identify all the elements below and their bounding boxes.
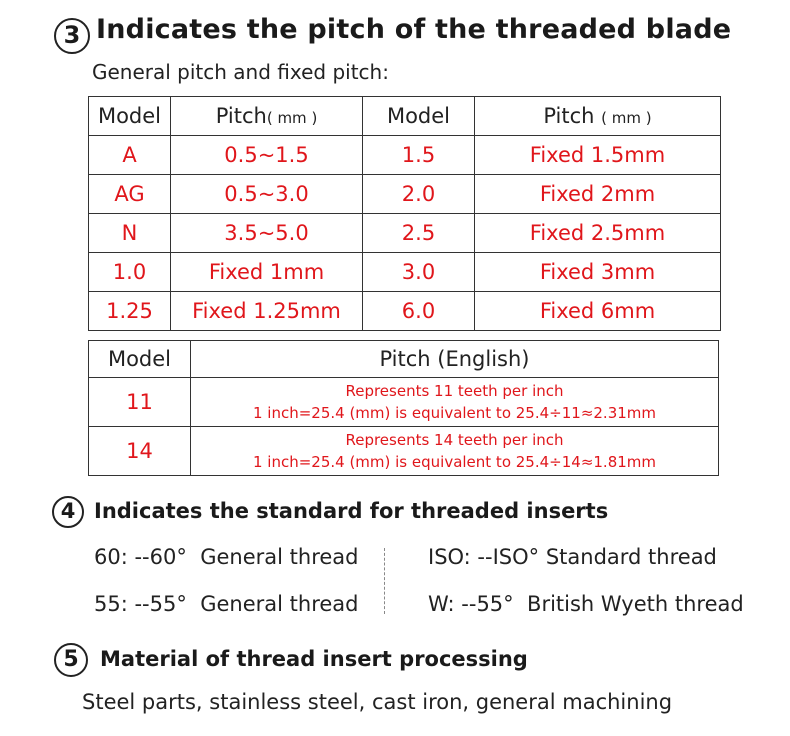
header-pitch: Pitch ( mm ): [475, 97, 721, 136]
header-model: Model: [89, 97, 171, 136]
pitch-cell: 3.5~5.0: [171, 214, 363, 253]
pitch-cell: Fixed 1mm: [171, 253, 363, 292]
model-cell: 1.5: [363, 136, 475, 175]
table-row: [89, 378, 719, 427]
model-cell: N: [89, 214, 171, 253]
teeth-per-inch: Represents 11 teeth per inch: [345, 382, 564, 400]
english-table-header: [89, 341, 719, 378]
conversion-note: 1 inch=25.4 (mm) is equivalent to 25.4÷14≈1.81mm: [252, 453, 657, 471]
section-4-number: 4: [52, 496, 84, 528]
column-divider: [384, 548, 385, 614]
model-cell: 2.0: [363, 175, 475, 214]
standard-description: General thread: [200, 545, 359, 569]
model-cell: AG: [89, 175, 171, 214]
section-3-subtitle: General pitch and fixed pitch:: [92, 60, 389, 84]
pitch-cell: 0.5~3.0: [171, 175, 363, 214]
model-cell: 1.25: [89, 292, 171, 331]
header-model: Model: [363, 97, 475, 136]
conversion-note: 1 inch=25.4 (mm) is equivalent to 25.4÷11≈2.31mm: [252, 404, 657, 422]
standard-description: General thread: [200, 592, 359, 616]
standard-description: Standard thread: [545, 545, 717, 569]
pitch-cell: 0.5~1.5: [171, 136, 363, 175]
model-cell: 6.0: [363, 292, 475, 331]
pitch-cell: Fixed 2.5mm: [475, 214, 721, 253]
pitch-cell: Fixed 3mm: [475, 253, 721, 292]
pitch-table: [88, 96, 721, 331]
standard-iso: [428, 545, 717, 569]
pitch-description-cell: [191, 378, 719, 427]
section-3-number: 3: [54, 18, 90, 54]
model-cell: 1.0: [89, 253, 171, 292]
model-cell: 14: [89, 427, 191, 476]
standard-w: [428, 592, 744, 616]
standard-55: [94, 592, 359, 616]
table-row: [89, 175, 721, 214]
section-5-number: 5: [54, 643, 88, 677]
standard-60: [94, 545, 359, 569]
model-cell: 3.0: [363, 253, 475, 292]
section-5-title: Material of thread insert processing: [100, 647, 528, 671]
standard-code: 55: --55°: [94, 592, 187, 616]
section-5-body: Steel parts, stainless steel, cast iron, general machining: [82, 690, 673, 714]
standard-code: ISO: --ISO°: [428, 545, 540, 569]
standard-description: British Wyeth thread: [527, 592, 744, 616]
pitch-cell: Fixed 2mm: [475, 175, 721, 214]
model-cell: A: [89, 136, 171, 175]
table-row: [89, 214, 721, 253]
standard-code: W: --55°: [428, 592, 514, 616]
model-cell: 2.5: [363, 214, 475, 253]
teeth-per-inch: Represents 14 teeth per inch: [345, 431, 564, 449]
standard-code: 60: --60°: [94, 545, 187, 569]
pitch-description-cell: [191, 427, 719, 476]
table-row: [89, 292, 721, 331]
section-3-title: Indicates the pitch of the threaded blade: [96, 14, 732, 45]
section-4-title: Indicates the standard for threaded inserts: [94, 499, 609, 523]
table-row: [89, 427, 719, 476]
header-model: Model: [89, 341, 191, 378]
english-pitch-table: [88, 340, 719, 476]
pitch-cell: Fixed 1.25mm: [171, 292, 363, 331]
pitch-cell: Fixed 6mm: [475, 292, 721, 331]
header-pitch-english: Pitch (English): [191, 341, 719, 378]
table-row: [89, 253, 721, 292]
model-cell: 11: [89, 378, 191, 427]
pitch-cell: Fixed 1.5mm: [475, 136, 721, 175]
table-row: [89, 136, 721, 175]
header-pitch: Pitch( mm ): [171, 97, 363, 136]
pitch-table-header: [89, 97, 721, 136]
